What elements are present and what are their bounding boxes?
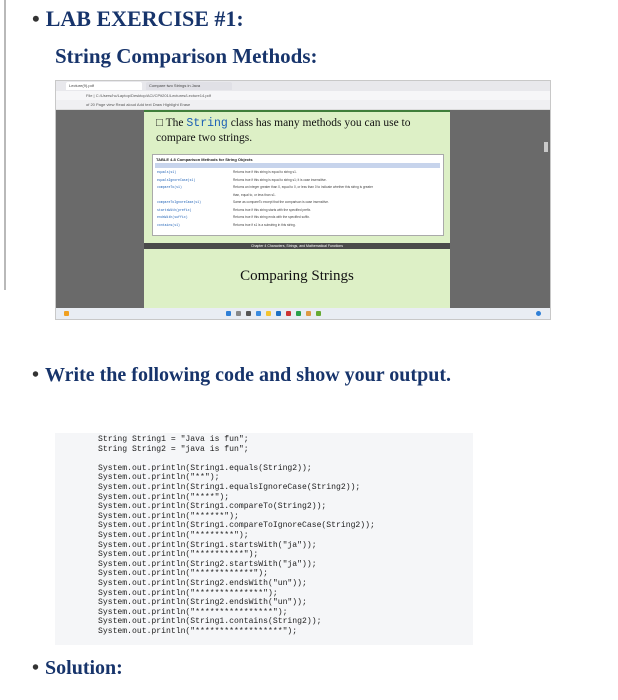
chapter-footer: Chapter 4 Characters, Strings, and Mathematical Functions — [144, 243, 450, 249]
table-description: Same as compareTo except that the comparison is case insensitive. — [233, 200, 329, 204]
code-line: System.out.println("**************"); — [98, 588, 278, 598]
pdf-slide — [144, 110, 450, 308]
exercise-heading-text: LAB EXERCISE #1: — [45, 6, 244, 31]
code-line: System.out.println(String1.equals(String2)); — [98, 463, 312, 473]
solution-heading-text: Solution: — [45, 657, 123, 679]
pdf-toolbar-text: of 20 Page view Read aloud Add text Draw Highlight Erase — [86, 102, 191, 107]
table-description: Returns an integer greater than 0, equal to 0, or less than 0 to indicate whether this string is greater — [233, 185, 373, 189]
table-method: compareTo(s1) — [157, 185, 182, 189]
address-bar — [56, 91, 550, 100]
code-line: String String2 = "java is fun"; — [98, 444, 249, 454]
notification-icon — [536, 311, 541, 316]
code-block — [55, 433, 473, 645]
code-line: System.out.println(String1.equalsIgnoreCase(String2)); — [98, 482, 361, 492]
instruction-heading — [32, 364, 451, 387]
left-margin-bar — [4, 0, 6, 290]
exercise-heading — [32, 6, 244, 32]
mail-icon — [286, 311, 291, 316]
search-icon — [236, 311, 241, 316]
table-title: TABLE 4.8 Comparison Methods for String Objects — [156, 157, 253, 162]
table-description: than, equal to, or less than s1. — [233, 192, 276, 197]
slide-bullet — [156, 116, 441, 145]
bullet-dot: • — [32, 657, 40, 679]
browser-tab-bar — [56, 81, 550, 91]
weather-icon — [64, 311, 69, 316]
code-line: System.out.println(String2.endsWith("un")); — [98, 598, 307, 608]
folder-icon — [266, 311, 271, 316]
table-description: Returns true if s1 is a substring in this string. — [233, 222, 296, 227]
table-method: startsWith(prefix) — [157, 207, 192, 212]
code-line: System.out.println(String1.compareTo(String2)); — [98, 502, 327, 512]
code-line: System.out.println("****"); — [98, 492, 230, 502]
code-line: System.out.println(String1.startsWith("ja")); — [98, 540, 317, 550]
slide-top-rule — [144, 110, 450, 112]
code-line: System.out.println("************"); — [98, 569, 268, 579]
code-line: System.out.println(String1.contains(String2)); — [98, 617, 322, 627]
code-lines — [98, 435, 375, 636]
code-line: System.out.println(String1.compareToIgnoreCase(String2)); — [98, 521, 375, 531]
instruction-heading-text: Write the following code and show your output. — [45, 364, 451, 386]
table-method: equalsIgnoreCase(s1) — [157, 177, 196, 182]
table-header — [155, 163, 440, 168]
start-icon — [226, 311, 231, 316]
code-line: System.out.println("****************"); — [98, 607, 288, 617]
code-line: System.out.println("********"); — [98, 530, 249, 540]
chat-icon — [256, 311, 261, 316]
next-slide-title: Comparing Strings — [240, 268, 354, 284]
comparison-table — [152, 154, 444, 236]
table-description: Returns true if this string is equal to string s1; it is case insensitive. — [233, 177, 327, 182]
table-method: contains(s1) — [157, 222, 180, 227]
checkbox-bullet-icon: □ — [156, 117, 166, 129]
code-line: System.out.println("**********"); — [98, 550, 259, 560]
pdf-viewer — [56, 110, 550, 308]
windows-taskbar — [56, 308, 550, 319]
table-method: equals(s1) — [157, 170, 177, 174]
slide-bullet-suffix: class has many methods you can use to compare two strings. — [156, 117, 411, 144]
app-icon — [316, 311, 321, 316]
code-line: System.out.println(String2.endsWith("un")); — [98, 578, 307, 588]
code-line: System.out.println("******************"); — [98, 626, 298, 636]
table-description: Returns true if this string is equal to string s1. — [233, 170, 297, 174]
scrollbar-thumb — [544, 142, 548, 152]
app-icon — [306, 311, 311, 316]
code-line: String String1 = "Java is fun"; — [98, 435, 249, 444]
slide-bullet-code: String — [186, 117, 228, 130]
code-line: System.out.println("******"); — [98, 511, 239, 521]
edge-icon — [296, 311, 301, 316]
code-line: System.out.println("**"); — [98, 473, 220, 483]
section-heading: String Comparison Methods: — [55, 44, 318, 68]
store-icon — [276, 311, 281, 316]
table-method: endsWith(suffix) — [157, 215, 188, 219]
code-line: System.out.println(String2.startsWith("ja")); — [98, 559, 317, 569]
browser-tab: Compare two Strings in Java — [146, 82, 232, 90]
browser-tab: Lecture(9).pdf — [66, 82, 142, 90]
bullet-dot: • — [32, 364, 40, 386]
task-view-icon — [246, 311, 251, 316]
code-line — [98, 454, 375, 464]
table-description: Returns true if this string ends with the specified suffix. — [233, 215, 310, 219]
slide-bullet-prefix: The — [165, 117, 187, 129]
address-text: File | C:/Users/hc/Laptop/Desktop/ACI/CPit201/Lectures/Lecture14.pdf — [86, 93, 211, 98]
table-description: Returns true if this string starts with the specified prefix. — [233, 207, 312, 212]
pdf-toolbar — [56, 100, 550, 110]
bullet-dot: • — [32, 6, 40, 31]
embedded-screenshot — [55, 80, 551, 320]
table-method: compareToIgnoreCase(s1) — [157, 200, 201, 204]
solution-heading — [32, 657, 123, 680]
